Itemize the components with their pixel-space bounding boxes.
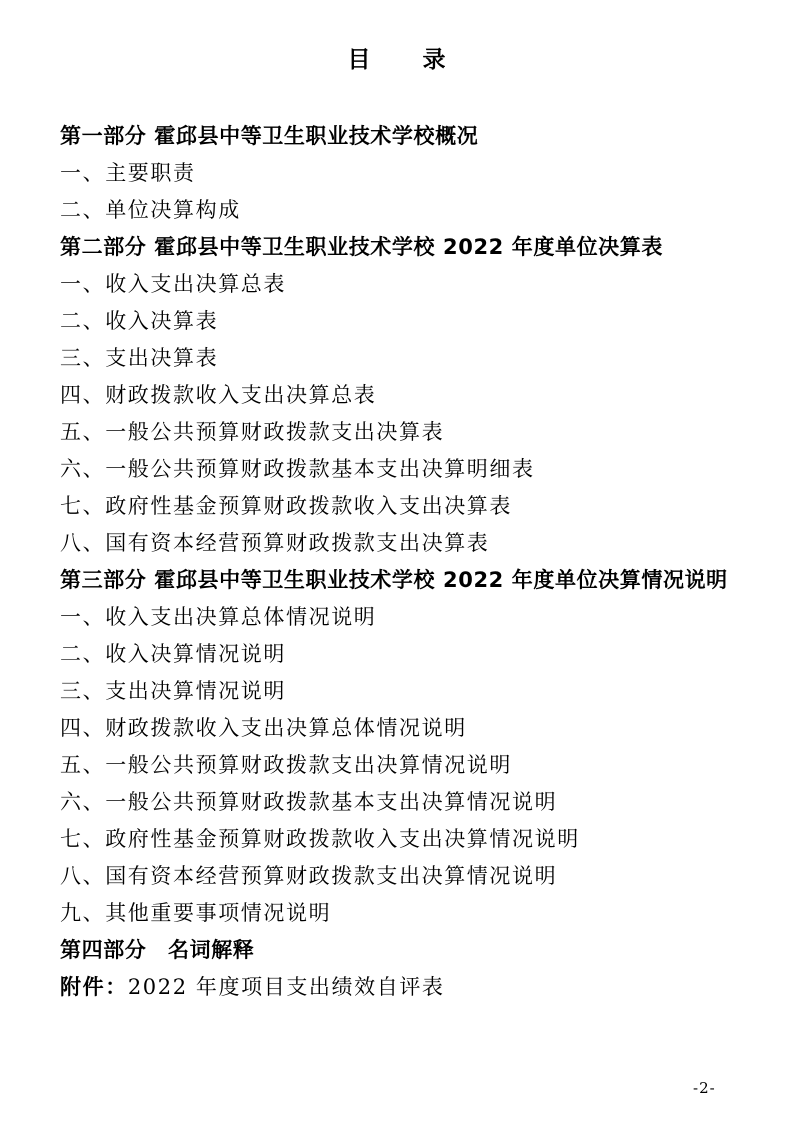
toc-item: 三、支出决算表 — [60, 346, 219, 370]
toc-item: 五、一般公共预算财政拨款支出决算表 — [60, 420, 445, 444]
toc-item: 九、其他重要事项情况说明 — [60, 901, 332, 925]
toc-item: 四、财政拨款收入支出决算总表 — [60, 383, 377, 407]
toc-item: 一、收入支出决算总表 — [60, 272, 286, 296]
toc-item: 六、一般公共预算财政拨款基本支出决算明细表 — [60, 457, 535, 481]
toc-item: 八、国有资本经营预算财政拨款支出决算表 — [60, 531, 490, 555]
page-number: -2- — [693, 1079, 716, 1097]
table-of-contents — [60, 118, 750, 1006]
toc-item: 五、一般公共预算财政拨款支出决算情况说明 — [60, 753, 512, 777]
toc-item: 二、收入决算表 — [60, 309, 219, 333]
toc-part-3-heading: 第三部分 霍邱县中等卫生职业技术学校 2022 年度单位决算情况说明 — [60, 568, 728, 592]
toc-item: 二、单位决算构成 — [60, 198, 241, 222]
toc-part-4-heading: 第四部分 名词解释 — [60, 938, 255, 962]
toc-item: 三、支出决算情况说明 — [60, 679, 286, 703]
toc-part-2-heading: 第二部分 霍邱县中等卫生职业技术学校 2022 年度单位决算表 — [60, 235, 663, 259]
appendix-label: 附件： — [60, 975, 128, 999]
toc-item: 一、主要职责 — [60, 161, 196, 185]
toc-part-1-heading: 第一部分 霍邱县中等卫生职业技术学校概况 — [60, 124, 479, 148]
toc-appendix — [60, 969, 750, 1006]
toc-item: 七、政府性基金预算财政拨款收入支出决算表 — [60, 494, 512, 518]
toc-item: 四、财政拨款收入支出决算总体情况说明 — [60, 716, 467, 740]
page-title: 目 录 — [347, 47, 468, 73]
toc-item: 八、国有资本经营预算财政拨款支出决算情况说明 — [60, 864, 558, 888]
toc-item: 二、收入决算情况说明 — [60, 642, 286, 666]
toc-item: 七、政府性基金预算财政拨款收入支出决算情况说明 — [60, 827, 580, 851]
toc-item: 六、一般公共预算财政拨款基本支出决算情况说明 — [60, 790, 558, 814]
appendix-text: 2022 年度项目支出绩效自评表 — [127, 975, 445, 999]
toc-item: 一、收入支出决算总体情况说明 — [60, 605, 377, 629]
